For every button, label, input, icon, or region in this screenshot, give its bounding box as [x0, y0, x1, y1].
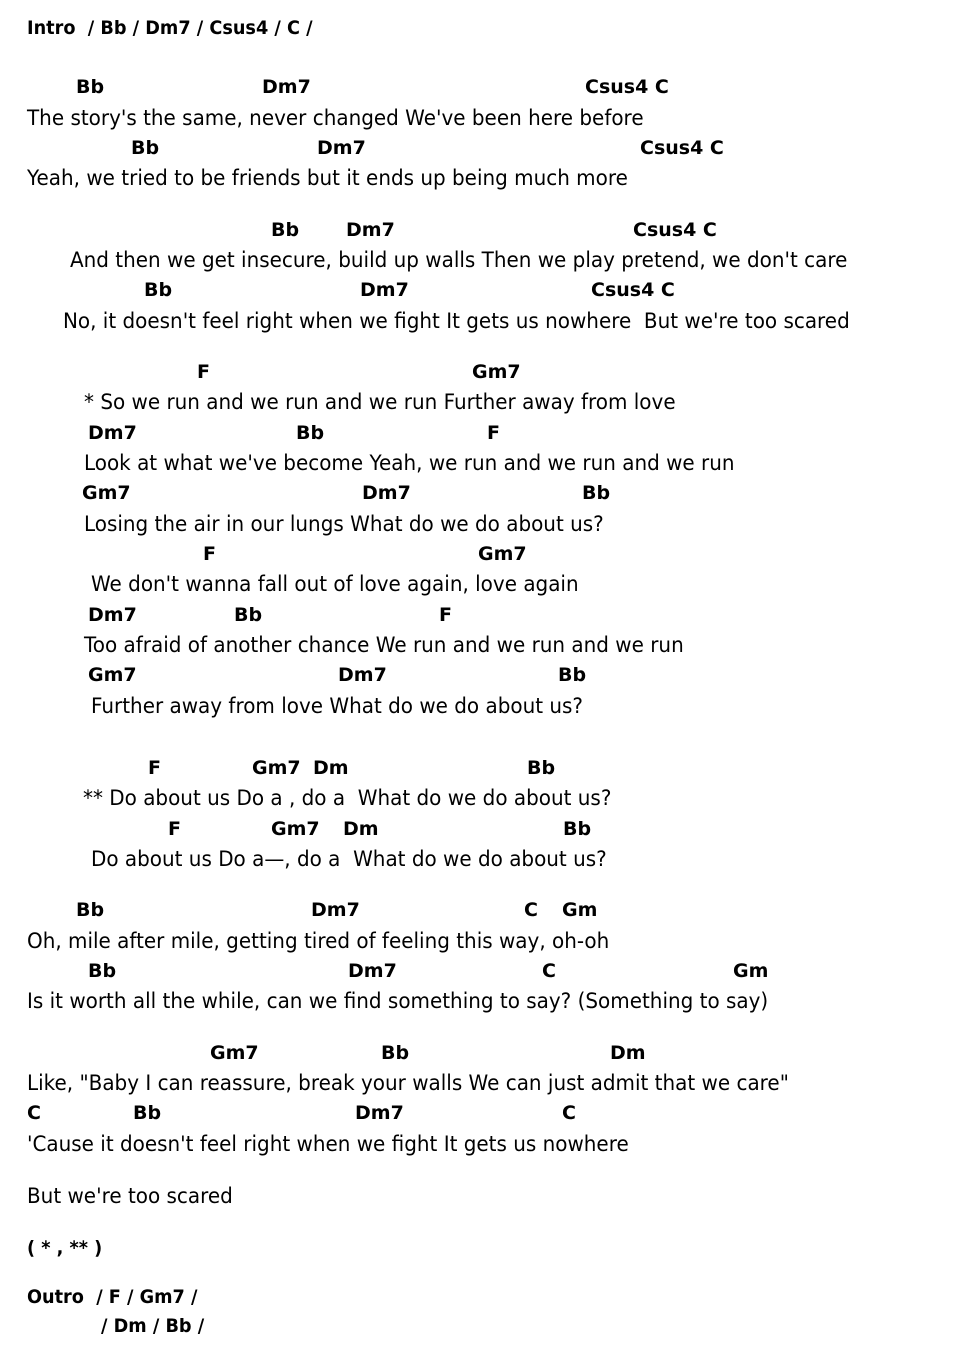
lyric-line: We don't wanna fall out of love again, love again — [91, 572, 579, 596]
chord: Dm7 — [362, 482, 411, 504]
chord: F — [148, 757, 161, 779]
chord: Gm — [562, 899, 598, 921]
repeat-marker: ( * , ** ) — [27, 1237, 103, 1259]
chord: Gm7 — [88, 664, 137, 686]
chord: Csus4 C — [633, 219, 717, 241]
chord: Bb — [527, 757, 556, 779]
chord: C — [27, 1102, 41, 1124]
chord: Gm — [733, 960, 769, 982]
chord: Csus4 C — [585, 76, 669, 98]
chord: C — [524, 899, 538, 921]
chord: Bb — [76, 76, 105, 98]
chord: C — [562, 1102, 576, 1124]
chord: Dm7 — [88, 422, 137, 444]
chord: F — [168, 818, 181, 840]
chord: Gm7 — [210, 1042, 259, 1064]
chord: Dm7 — [311, 899, 360, 921]
chord: Bb — [271, 219, 300, 241]
lyric-line: Do about us Do a—, do a What do we do about us? — [91, 847, 607, 871]
chord: Bb — [296, 422, 325, 444]
chord: Gm7 — [478, 543, 527, 565]
lyric-line: Look at what we've become Yeah, we run and we run and we run — [84, 451, 735, 475]
chord: Dm7 — [360, 279, 409, 301]
chord: Gm7 — [82, 482, 131, 504]
lyric-line: No, it doesn't feel right when we fight It gets us nowhere But we're too scared — [63, 309, 850, 333]
lyric-line: * So we run and we run and we run Further away from love — [84, 390, 676, 414]
lyric-line: Oh, mile after mile, getting tired of feeling this way, oh-oh — [27, 929, 610, 953]
chord: Dm7 — [262, 76, 311, 98]
lyric-line: And then we get insecure, build up walls Then we play pretend, we don't care — [70, 248, 848, 272]
tag-line: But we're too scared — [27, 1184, 233, 1208]
lyric-line: Yeah, we tried to be friends but it ends up being much more — [27, 166, 628, 190]
chord: Dm — [343, 818, 379, 840]
chord: Dm7 — [346, 219, 395, 241]
chord: Dm7 — [338, 664, 387, 686]
chord: F — [203, 543, 216, 565]
chord: Bb — [558, 664, 587, 686]
chord: Bb — [381, 1042, 410, 1064]
chord: Gm7 — [472, 361, 521, 383]
lyric-line: Losing the air in our lungs What do we do about us? — [84, 512, 604, 536]
lyric-line: 'Cause it doesn't feel right when we fight It gets us nowhere — [27, 1132, 629, 1156]
chord: Gm7 — [271, 818, 320, 840]
chord: Bb — [76, 899, 105, 921]
chord: Dm7 — [355, 1102, 404, 1124]
chord: Dm7 — [317, 137, 366, 159]
chord: Bb — [131, 137, 160, 159]
chord: F — [197, 361, 210, 383]
chord: Bb — [144, 279, 173, 301]
chord: Bb — [234, 604, 263, 626]
lyric-line: Like, "Baby I can reassure, break your walls We can just admit that we care" — [27, 1071, 789, 1095]
chord: F — [487, 422, 500, 444]
chord: Dm7 — [348, 960, 397, 982]
chord: Bb — [133, 1102, 162, 1124]
lyric-line: Is it worth all the while, can we find something to say? (Something to say) — [27, 989, 769, 1013]
lyric-line: Too afraid of another chance We run and we run and we run — [84, 633, 684, 657]
lyric-line: ** Do about us Do a , do a What do we do about us? — [83, 786, 612, 810]
chord: Csus4 C — [591, 279, 675, 301]
chord: Csus4 C — [640, 137, 724, 159]
outro-line: / Dm / Bb / — [101, 1315, 205, 1337]
outro-line: Outro / F / Gm7 / — [27, 1286, 198, 1308]
chord: Gm7 — [252, 757, 301, 779]
chord: F — [439, 604, 452, 626]
chord: Bb — [88, 960, 117, 982]
chord: Dm7 — [88, 604, 137, 626]
chord: Bb — [582, 482, 611, 504]
chord: C — [542, 960, 556, 982]
lyric-line: The story's the same, never changed We've been here before — [27, 106, 644, 130]
chord: Dm — [610, 1042, 646, 1064]
lyric-line: Further away from love What do we do about us? — [91, 694, 584, 718]
chord: Dm — [313, 757, 349, 779]
chord: Bb — [563, 818, 592, 840]
intro-line: Intro / Bb / Dm7 / Csus4 / C / — [27, 17, 313, 39]
